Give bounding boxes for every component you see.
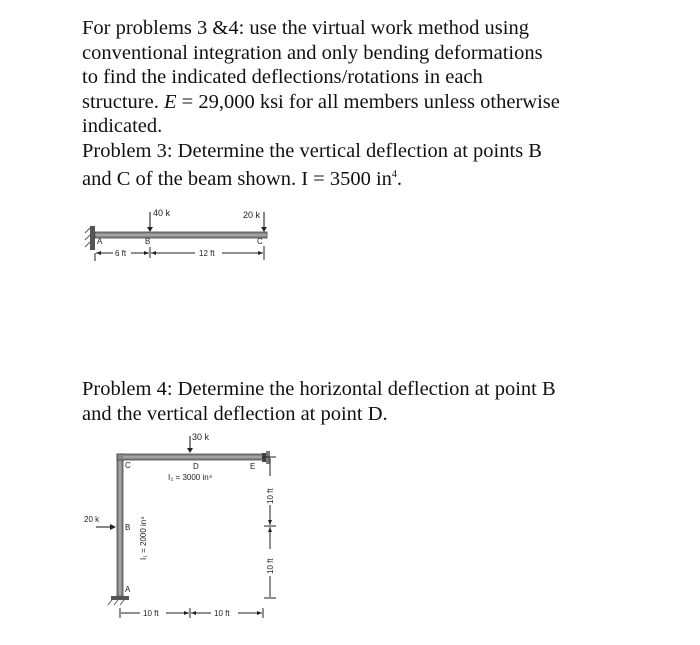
- problem4-line-1: Problem 4: Determine the horizontal deflection at point B: [82, 378, 556, 400]
- point-a-label: A: [97, 237, 103, 246]
- point-c-label: C: [125, 461, 131, 470]
- intro-line-4-post: = 29,000 ksi for all members unless otherwise: [176, 90, 560, 113]
- modulus-symbol: E: [163, 90, 177, 113]
- fixed-support-a: [111, 596, 129, 600]
- load-label-b: 20 k: [84, 515, 100, 524]
- column-inertia-label: I₁ = 2000 in⁴: [139, 516, 148, 560]
- problem3-line-2-pre: and C of the beam shown. I = 3500 in: [82, 167, 392, 190]
- dimension-ab-label: 6 ft: [115, 249, 127, 258]
- intro-line-4-pre: structure.: [82, 90, 164, 113]
- intro-line-5: indicated.: [82, 115, 163, 137]
- point-e-label: E: [250, 462, 256, 471]
- point-b-label: B: [125, 523, 131, 532]
- problem3-exponent: 4: [391, 169, 397, 180]
- dimension-h1-label: 10 ft: [143, 609, 159, 618]
- point-b-label: B: [145, 237, 151, 246]
- point-d-label: D: [193, 462, 199, 471]
- load-label-b: 40 k: [153, 208, 171, 218]
- problem3-line-1: Problem 3: Determine the vertical deflection at points B: [82, 139, 542, 162]
- dimension-bc-label: 12 ft: [199, 249, 215, 258]
- problem4-line-2: and the vertical deflection at point D.: [82, 402, 388, 425]
- load-label-d: 30 k: [192, 432, 210, 442]
- intro-line-1: For problems 3 &4: use the virtual work method using: [82, 17, 529, 39]
- dimension-v2-label: 10 ft: [266, 558, 275, 574]
- point-a-label: A: [125, 585, 131, 594]
- dimension-v1-label: 10 ft: [266, 488, 275, 504]
- point-c-label: C: [257, 237, 263, 246]
- girder-inertia-label: I₂ = 3000 in⁴: [168, 473, 213, 482]
- problem3-line-2-post: .: [396, 167, 403, 190]
- dimension-h2-label: 10 ft: [214, 609, 230, 618]
- intro-line-3: to find the indicated deflections/rotations in each: [82, 66, 483, 88]
- load-label-c: 20 k: [243, 210, 261, 220]
- intro-line-2: conventional integration and only bending deformations: [82, 41, 543, 64]
